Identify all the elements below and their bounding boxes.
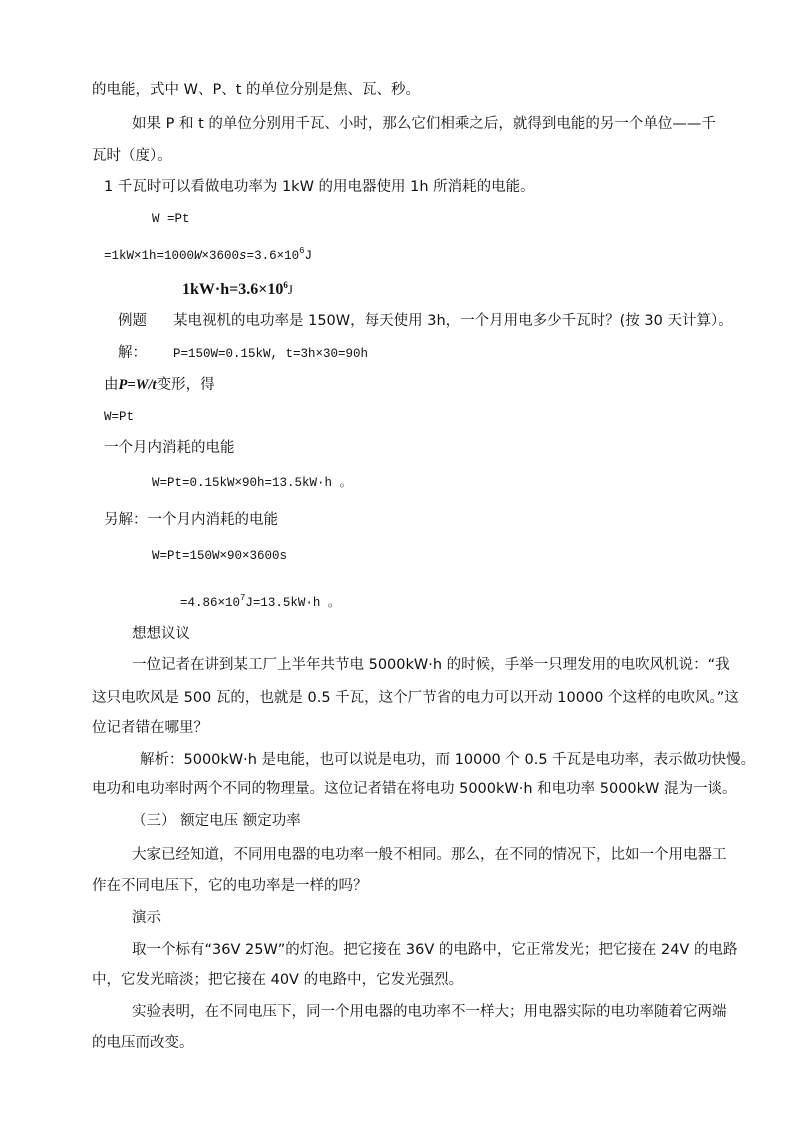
section-title: （三） 额定电压 额定功率 — [132, 813, 301, 829]
equation-alt-2: $=4.86\times 10^7J=13.5kW\cdot h$ 。 — [180, 593, 341, 610]
section-paragraph-2: 作在不同电压下，它的电功率是一样的吗？ — [92, 878, 368, 894]
equation-alt-1: W=Pt=150W×90×3600s — [152, 549, 288, 563]
example-problem — [118, 311, 733, 331]
question-line-2: 这只电吹风是 500 瓦的，也就是 0.5 千瓦，这个厂节省的电力可以开动 10000 个这样的电吹风。”这 — [92, 690, 739, 706]
paragraph-kwh-intro-2: 瓦时（度）。 — [92, 148, 172, 164]
demo-line-2: 中，它发光暗淡；把它接在 40V 的电路中，它发光强烈。 — [92, 972, 464, 988]
equation-month-energy: W=Pt=0.15kW×90h=13.5kW·h 。 — [152, 476, 353, 490]
example-text: 某电视机的电功率是 150W，每天使用 3h，一个月用电多少千瓦时？(按 30 天计算）。 — [173, 313, 733, 329]
solution-text: P=150W=0.15kW, t=3h×30=90h — [173, 347, 369, 361]
conclusion-line-2: 的电压而改变。 — [92, 1035, 194, 1051]
discussion-heading: 想想议议 — [132, 626, 190, 642]
analysis-line-1: 解析：5000kW·h 是电能，也可以说是电功，而 10000 个 0.5 千瓦是电功率，表示做功快慢。 — [140, 752, 756, 768]
example-label: 例题 — [118, 313, 147, 329]
analysis-line-2: 电功和电功率时两个不同的物理量。这位记者错在将电功 5000kW·h 和电功率 5000kW 混为一谈。 — [92, 781, 737, 797]
equation-w-pt: W =Pt — [152, 212, 190, 226]
conclusion-line-1: 实验表明，在不同电压下，同一个用电器的电功率不一样大；用电器实际的电功率随着它两端 — [132, 1004, 727, 1020]
equation-kwh-to-joule: $=1kW\times 1h=1000W\times 3600s=3.6\times 10^6J$ — [104, 246, 312, 263]
demo-heading: 演示 — [132, 910, 161, 926]
question-line-1: 一位记者在讲到某工厂上半年共节电 5000kW·h 的时候，手举一只理发用的电吹风机说：“我 — [132, 657, 730, 673]
question-line-3: 位记者错在哪里？ — [92, 720, 208, 736]
demo-line-1: 取一个标有“36V 25W”的灯泡。把它接在 36V 的电路中，它正常发光；把它接在 24V 的电路 — [132, 942, 738, 958]
solution-line — [118, 343, 368, 364]
paragraph-units: 的电能，式中 W、P、t 的单位分别是焦、瓦、秒。 — [92, 82, 420, 98]
equation-w-pt-2: W=Pt — [104, 410, 135, 424]
month-energy-label: 一个月内消耗的电能 — [104, 440, 235, 456]
bold-formula-kwh: $1kW\cdot h=3.6\times 10^6J$ — [182, 280, 293, 298]
alternative-solution: 另解：一个月内消耗的电能 — [104, 512, 278, 528]
paragraph-kwh-intro-1: 如果 P 和 t 的单位分别用千瓦、小时，那么它们相乘之后，就得到电能的另一个单位——千 — [132, 116, 716, 132]
solution-label: 解： — [118, 345, 147, 361]
section-paragraph-1: 大家已经知道，不同用电器的电功率一般不相同。那么，在不同的情况下，比如一个用电器工 — [132, 847, 727, 863]
paragraph-kwh-definition: 1 千瓦时可以看做电功率为 1kW 的用电器使用 1h 所消耗的电能。 — [104, 179, 535, 195]
derivation-line: 由P=W/t变形，得 — [104, 377, 215, 393]
